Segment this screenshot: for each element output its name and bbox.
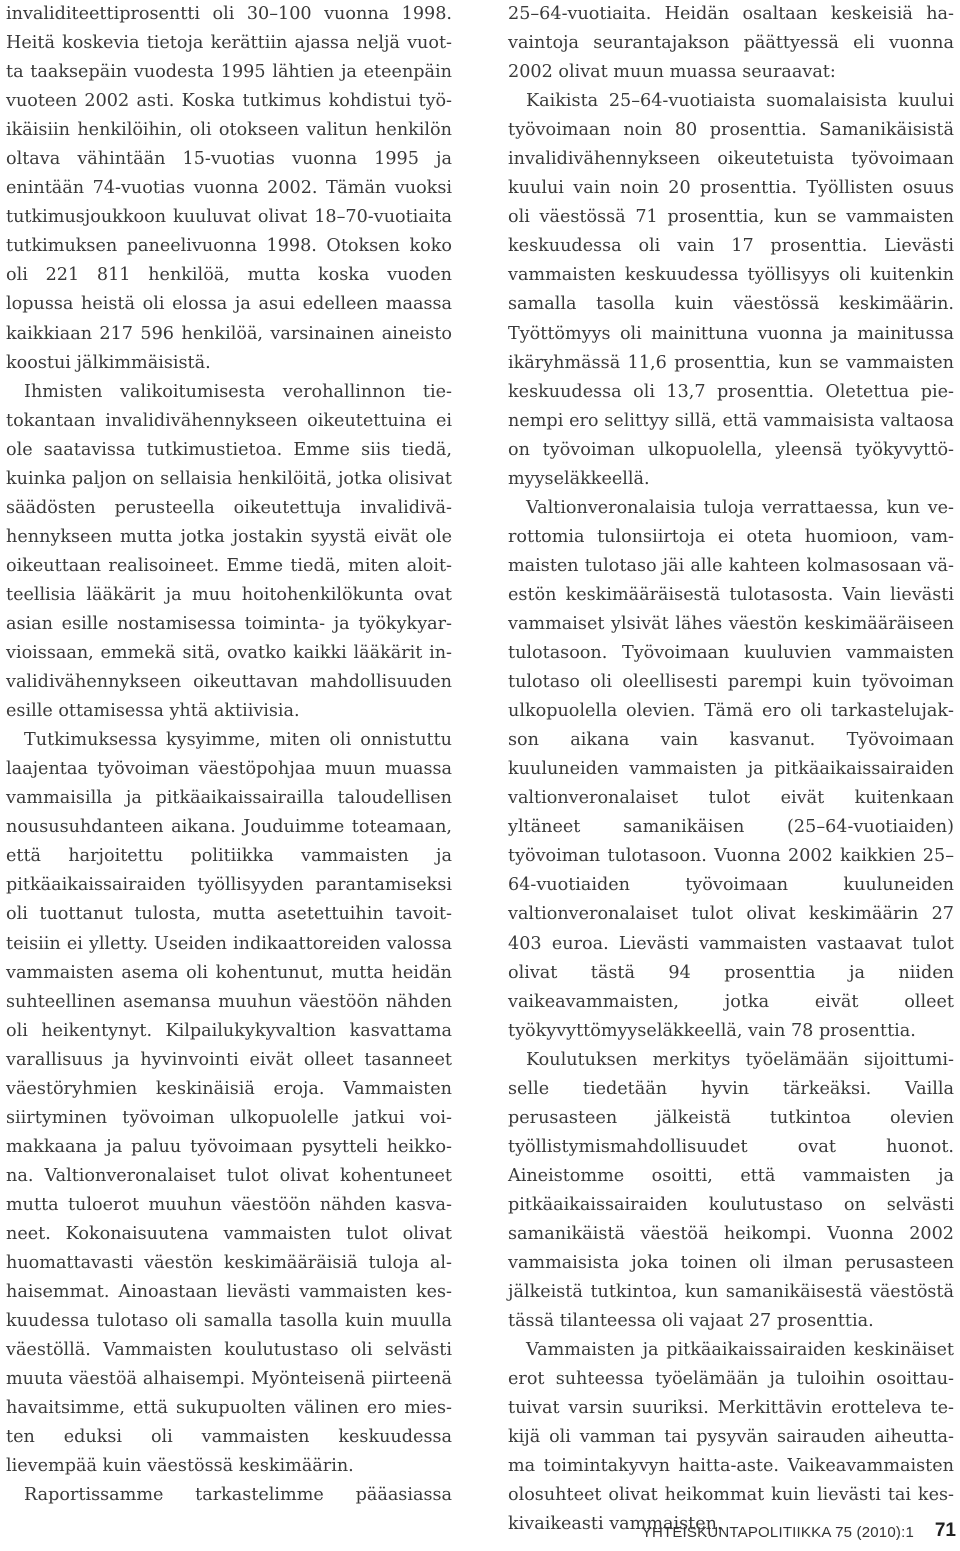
right-paragraph-3: Valtionveronalaisia tuloja verrattaessa, kun verottomia tulonsiirtoja ei oteta huomioon, vammaisten tulotaso jäi alle kahteen kolmasosaan väestön keskimääräisestä tulotasosta. Vain lievästi vammaiset ylsivät lähes väestön keskimääräiseen tulotasoon. Työvoimaan kuuluvien vammaisten tulotaso oli oleellisesti parempi kuin työvoiman ulkopuolella olevien. Tämä ero oli tarkastelujakson aikana vain kasvanut. Työvoimaan kuuluneiden vammaisten ja pitkäaikaissairaiden valtionveronalaiset tulot eivät kuitenkaan yltäneet samanikäisen (25–64-vuotiaiden) työvoiman tulotasoon. Vuonna 2002 kaikkien 25–64-vuotiaiden työvoimaan kuuluneiden valtionveronalaiset tulot olivat keskimäärin 27 403 euroa. Lievästi vammaisten vastaavat tulot olivat tästä 94 prosenttia ja niiden vaikeavammaisten, jotka eivät olleet työkyvyttömyyseläkkeellä, vain 78 prosenttia. [508,497,954,1041]
journal-citation: YHTEISKUNTAPOLITIIKKA 75 (2010):1 [641,1524,914,1541]
page-footer [588,1522,958,1546]
left-paragraph-1: invaliditeettiprosentti oli 30–100 vuonna 1998. Heitä koskevia tietoja kerättiin ajassa neljä vuotta taaksepäin vuodesta 1995 lähtien ja eteenpäin vuoteen 2002 asti. Koska tutkimus kohdistui työikäisiin henkilöihin, oli otokseen valitun henkilön oltava vähintään 15-vuotias vuonna 1995 ja enintään 74-vuotias vuonna 2002. Tämän vuoksi tutkimusjoukkoon kuuluvat olivat 18–70-vuotiaita tutkimuksen paneelivuonna 1998. Otoksen koko oli 221 811 henkilöä, mutta koska vuoden lopussa heistä oli elossa ja asui edelleen maassa kaikkiaan 217 596 henkilöä, varsinainen aineisto koostui jälkimmäisistä. [6,4,452,373]
page-number: 71 [934,1520,956,1541]
left-paragraph-4: Raportissamme tarkastelimme pääasiassa [24,1485,452,1506]
right-paragraph-2: Kaikista 25–64-vuotiaista suomalaisista kuului työvoimaan noin 80 prosenttia. Samanikäisistä invalidivähennykseen oikeutetuista työvoimaan kuului vain noin 20 prosenttia. Työllisten osuus oli väestössä 71 prosenttia, kun se vammaisten keskuudessa oli vain 17 prosenttia. Lievästi vammaisten keskuudessa työllisyys oli kuitenkin samalla tasolla kuin väestössä keskimäärin. Työttömyys oli mainittuna vuonna ja mainitussa ikäryhmässä 11,6 prosenttia, kun se vammaisten keskuudessa oli 13,7 prosenttia. Oletettua pienempi ero selittyy sillä, että vammaisista valtaosa on työvoiman ulkopuolella, yleensä työkyvyttömyyseläkkeellä. [508,91,954,489]
right-text-column [508,0,954,1539]
left-text-column [6,0,452,1510]
left-paragraph-3: Tutkimuksessa kysyimme, miten oli onnistuttu laajentaa työvoiman väestöpohjaa muun muassa vammaisilla ja pitkäaikaissairailla taloudellisen noususuhdanteen aikana. Jouduimme toteamaan, että harjoitettu politiikka vammaisten ja pitkäaikaissairaiden työllisyyden parantamiseksi oli tuottanut tulosta, mutta asetettuihin tavoitteisiin ei ylletty. Useiden indikaattoreiden valossa vammaisten asema oli kohentunut, mutta heidän suhteellinen asemansa muuhun väestöön nähden oli heikentynyt. Kilpailukykyvaltion kasvattama varallisuus ja hyvinvointi eivät olleet tasanneet väestöryhmien keskinäisiä eroja. Vammaisten siirtyminen työvoiman ulkopuolelle jatkui voimakkaana ja paluu työvoimaan pysytteli heikkona. Valtionveronalaiset tulot olivat kohentuneet mutta tuloerot muuhun väestöön nähden kasvaneet. Kokonaisuutena vammaisten tulot olivat huomattavasti väestön keskimääräisiä tuloja alhaisemmat. Ainoastaan lievästi vammaisten keskuudessa tulotaso oli samalla tasolla kuin muulla väestöllä. Vammaisten koulutustaso oli selvästi muuta väestöä alhaisempi. Myönteisenä piirteenä havaitsimme, että sukupuolten välinen ero miesten eduksi oli vammaisten keskuudessa lievempää kuin väestössä keskimäärin. [6,730,452,1477]
right-paragraph-5: Vammaisten ja pitkäaikaissairaiden keskinäiset erot suhteessa työelämään ja tuloihin osoittautuivat varsin suuriksi. Merkittävin erotteleva tekijä oli vamman tai pysyvän sairauden aiheuttama toimintakyvyn haitta-aste. Vaikeavammaisten olosuhteet olivat heikommat kuin lievästi tai keskivaikeasti vammaisten. [508,1340,954,1535]
left-paragraph-2: Ihmisten valikoitumisesta verohallinnon tietokantaan invalidivähennykseen oikeutettuina ei ole saatavissa tutkimustietoa. Emme siis tiedä, kuinka paljon on sellaisia henkilöitä, jotka olisivat säädösten perusteella oikeutettuja invalidivähennykseen mutta jotka jostakin syystä eivät ole oikeuttaan realisoineet. Emme tiedä, miten aloitteellisia lääkärit ja muu hoitohenkilökunta ovat asian esille nostamisessa toiminta- ja työkykyarvioissaan, emmekä sitä, ovatko kaikki lääkärit invalidivähennykseen oikeuttavan mahdollisuuden esille ottamisessa yhtä aktiivisia. [6,381,452,722]
right-paragraph-4: Koulutuksen merkitys työelämään sijoittumiselle tiedetään hyvin tärkeäksi. Vailla perusasteen jälkeistä tutkintoa olevien työllistymismahdollisuudet ovat huonot. Aineistomme osoitti, että vammaisten ja pitkäaikaissairaiden koulutustaso on selvästi samanikäistä väestöä heikompi. Vuonna 2002 vammaisista joka toinen oli ilman perusasteen jälkeistä tutkintoa, kun samanikäisestä väestöstä tässä tilanteessa oli vajaat 27 prosenttia. [508,1049,954,1332]
right-paragraph-1: 25–64-vuotiaita. Heidän osaltaan keskeisiä havaintoja seurantajakson päättyessä eli vuonna 2002 olivat muun muassa seuraavat: [508,4,954,83]
